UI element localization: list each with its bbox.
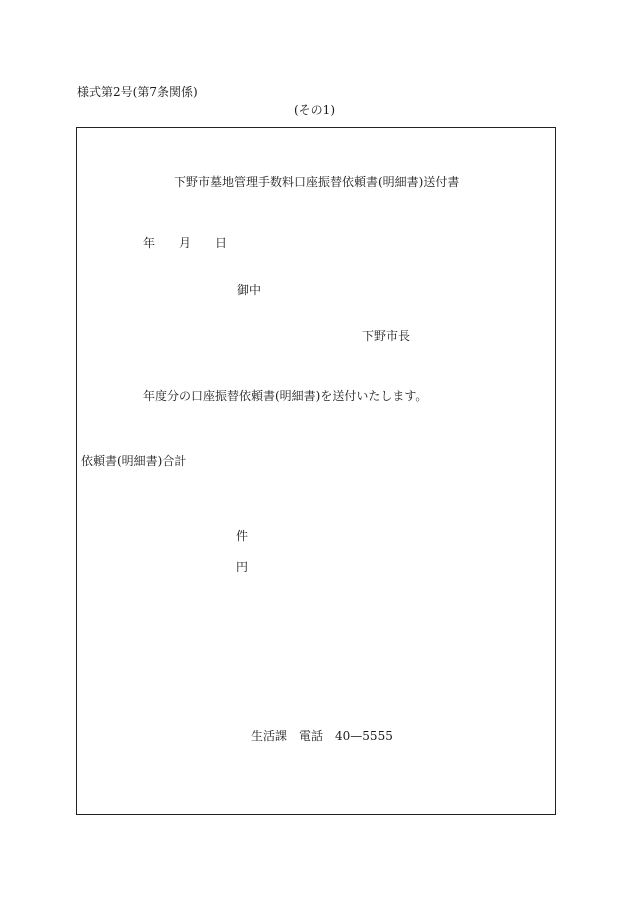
sender-name: 下野市長: [362, 329, 411, 343]
cover-message: 年度分の口座振替依頼書(明細書)を送付いたします。: [143, 389, 428, 403]
contact-phone-label: 電話: [299, 729, 324, 743]
part-label: (その1): [294, 103, 335, 117]
count-unit: 件: [236, 529, 249, 543]
document-title: 下野市墓地管理手数料口座振替依頼書(明細書)送付書: [174, 175, 460, 189]
contact-phone-number: 40—5555: [335, 729, 393, 743]
total-label: 依頼書(明細書)合計: [81, 454, 187, 468]
amount-unit: 円: [236, 560, 249, 574]
date-day-label: 日: [215, 236, 228, 250]
form-frame: [76, 127, 556, 815]
date-year-label: 年: [143, 236, 156, 250]
date-month-label: 月: [179, 236, 192, 250]
contact-info: [251, 730, 393, 742]
addressee-suffix: 御中: [237, 283, 262, 297]
form-number: 様式第2号(第7条関係): [77, 85, 198, 99]
contact-department: 生活課: [251, 729, 288, 743]
